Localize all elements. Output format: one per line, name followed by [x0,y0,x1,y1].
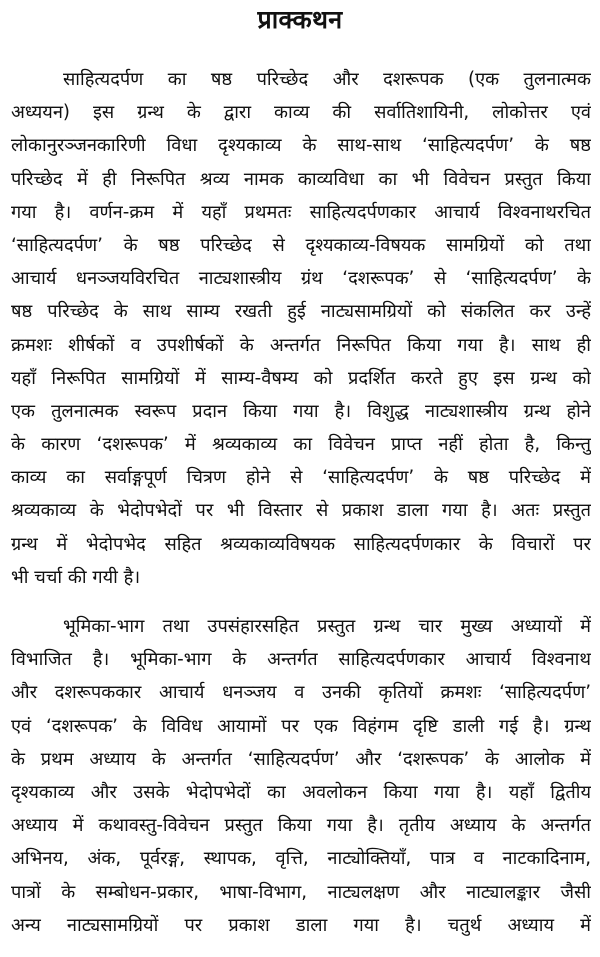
page-title: प्राक्कथन [257,5,343,34]
text-line: काव्य का सर्वाङ्गपूर्ण चित्रण होने से ‘साहित्यदर्पण’ के षष्ठ परिच्छेद में [11,467,591,489]
text-line: क्रमशः शीर्षकों व उपशीर्षकों के अन्तर्गत निरूपित किया गया है। साथ ही [11,334,591,356]
text-line: के कारण ‘दशरूपक’ में श्रव्यकाव्य का विवेचन प्राप्त नहीं होता है, किन्तु [11,434,591,456]
text-line: और दशरूपककार आचार्य धनञ्जय व उनकी कृतियों क्रमशः ‘साहित्यदर्पण’ [11,682,591,704]
text-line: एवं ‘दशरूपक’ के विविध आयामों पर एक विहंगम दृष्टि डाली गई है। ग्रन्थ [11,715,591,737]
text-line: दृश्यकाव्य और उसके भेदोपभेदों का अवलोकन किया गया है। यहाँ द्वितीय [11,781,591,803]
text-line: अध्याय में कथावस्तु-विवेचन प्रस्तुत किया गया है। तृतीय अध्याय के अन्तर्गत [11,815,591,837]
text-line: अध्ययन) इस ग्रन्थ के द्वारा काव्य की सर्वातिशायिनी, लोकोत्तर एवं [11,102,591,124]
text-line: षष्ठ परिच्छेद के साथ साम्य रखती हुई नाट्यसामग्रियों को संकलित कर उन्हें [11,301,591,323]
text-line: परिच्छेद में ही निरूपित श्रव्य नामक काव्यविधा का भी विवेचन प्रस्तुत किया [11,168,591,190]
text-line: श्रव्यकाव्य के भेदोपभेदों पर भी विस्तार से प्रकाश डाला गया है। अतः प्रस्तुत [11,500,591,522]
text-line: अभिनय, अंक, पूर्वरङ्ग, स्थापक, वृत्ति, नाट्योक्तियाँ, पात्र व नाटकादिनाम, [11,848,591,870]
text-line: भी चर्चा की गयी है। [11,566,141,588]
text-line: आचार्य धनञ्जयविरचित नाट्यशास्त्रीय ग्रंथ ‘दशरूपक’ से ‘साहित्यदर्पण’ के [11,268,591,290]
text-line: ग्रन्थ में भेदोपभेद सहित श्रव्यकाव्यविषयक साहित्यदर्पणकार के विचारों पर [11,533,591,555]
paragraph-1 [11,63,591,594]
text-line: गया है। वर्णन-क्रम में यहाँ प्रथमतः साहित्यदर्पणकार आचार्य विश्वनाथरचित [11,201,591,223]
paragraph-2 [11,610,591,942]
text-line: विभाजित है। भूमिका-भाग के अन्तर्गत साहित्यदर्पणकार आचार्य विश्वनाथ [11,649,591,671]
text-line: यहाँ निरूपित सामग्रियों में साम्य-वैषम्य को प्रदर्शित करते हुए इस ग्रन्थ को [11,367,591,389]
text-line: के प्रथम अध्याय के अन्तर्गत ‘साहित्यदर्पण’ और ‘दशरूपक’ के आलोक में [11,748,591,770]
text-line: पात्रों के सम्बोधन-प्रकार, भाषा-विभाग, नाट्यलक्षण और नाट्यालङ्कार जैसी [11,881,591,903]
text-line: अन्य नाट्यसामग्रियों पर प्रकाश डाला गया है। चतुर्थ अध्याय में [11,914,591,936]
text-line: एक तुलनात्मक स्वरूप प्रदान किया गया है। विशुद्ध नाट्यशास्त्रीय ग्रन्थ होने [11,400,591,422]
text-line: भूमिका-भाग तथा उपसंहारसहित प्रस्तुत ग्रन्थ चार मुख्य अध्यायों में [63,616,591,637]
text-line: ‘साहित्यदर्पण’ के षष्ठ परिच्छेद से दृश्यकाव्य-विषयक सामग्रियों को तथा [11,234,591,256]
text-line: साहित्यदर्पण का षष्ठ परिच्छेद और दशरूपक (एक तुलनात्मक [63,69,591,90]
text-line: लोकानुरञ्जनकारिणी विधा दृश्यकाव्य के साथ-साथ ‘साहित्यदर्पण’ के षष्ठ [11,135,591,157]
